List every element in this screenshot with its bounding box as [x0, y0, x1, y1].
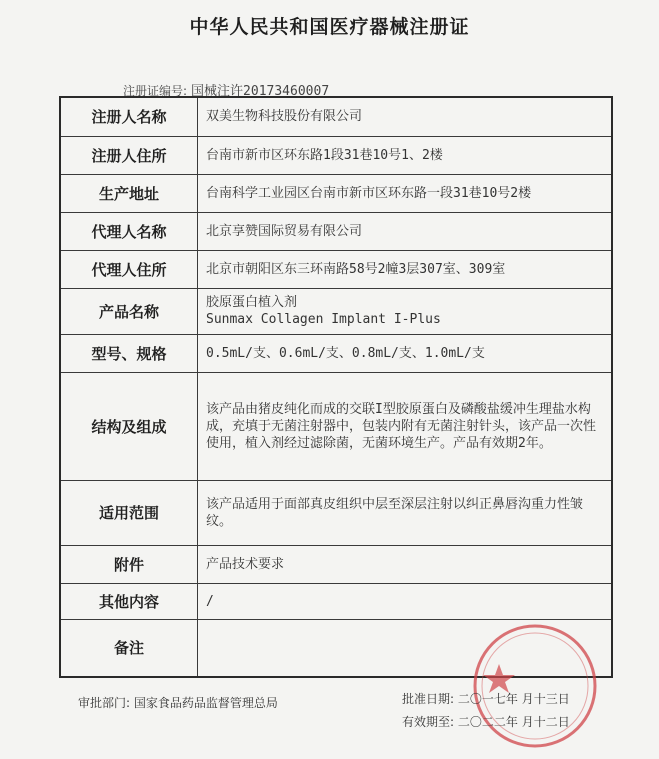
row-value: 北京市朝阳区东三环南路58号2幢3层307室、309室	[198, 250, 613, 288]
row-label: 结构及组成	[60, 372, 198, 480]
authority-value: 国家食品药品监督管理总局	[133, 696, 278, 710]
row-value: 该产品适用于面部真皮组织中层至深层注射以纠正鼻唇沟重力性皱纹。	[198, 480, 613, 545]
row-value: 台南科学工业园区台南市新市区环东路一段31巷10号2楼	[198, 174, 613, 212]
row-value: 北京享赞国际贸易有限公司	[198, 212, 613, 250]
approval-date	[402, 690, 570, 707]
row-label: 型号、规格	[60, 334, 198, 372]
row-label: 备注	[60, 619, 198, 677]
row-label: 适用范围	[60, 480, 198, 545]
table-row	[60, 136, 612, 174]
table-row	[60, 583, 612, 619]
row-label: 注册人名称	[60, 97, 198, 136]
row-value: 0.5mL/支、0.6mL/支、0.8mL/支、1.0mL/支	[198, 334, 613, 372]
row-label: 代理人名称	[60, 212, 198, 250]
table-row	[60, 250, 612, 288]
table-row	[60, 334, 612, 372]
row-label: 产品名称	[60, 288, 198, 334]
table-row	[60, 480, 612, 545]
valid-until-label: 有效期至:	[402, 715, 455, 729]
row-label: 代理人住所	[60, 250, 198, 288]
registration-number-value: 国械注许20173460007	[191, 84, 330, 99]
row-value: 该产品由猪皮纯化而成的交联I型胶原蛋白及磷酸盐缓冲生理盐水构成，充填于无菌注射器中，包装内附有无菌注射针头，该产品一次性使用，植入剂经过滤除菌，无菌环境生产。产品有效期2年。	[198, 372, 613, 480]
valid-until-value: 二〇二二年 月十二日	[457, 715, 570, 729]
authority-label: 审批部门:	[78, 696, 131, 710]
product-name-en: Sunmax Collagen Implant I-Plus	[206, 312, 441, 327]
row-label: 生产地址	[60, 174, 198, 212]
table-row	[60, 212, 612, 250]
row-value: 双美生物科技股份有限公司	[198, 97, 613, 136]
row-value: /	[198, 583, 613, 619]
approval-date-value: 二〇一七年 月十三日	[457, 692, 570, 706]
valid-until	[402, 713, 570, 730]
table-row	[60, 372, 612, 480]
document-title: 中华人民共和国医疗器械注册证	[189, 16, 470, 38]
product-name-cn: 胶原蛋白植入剂	[206, 295, 298, 310]
table-row	[60, 545, 612, 583]
table-row	[60, 174, 612, 212]
approval-authority	[78, 694, 278, 711]
row-value: 产品技术要求	[198, 545, 613, 583]
row-label: 注册人住所	[60, 136, 198, 174]
table-row	[60, 288, 612, 334]
row-label: 附件	[60, 545, 198, 583]
row-value: 台南市新市区环东路1段31巷10号1、2楼	[198, 136, 613, 174]
approval-date-label: 批准日期:	[402, 692, 455, 706]
table-row	[60, 97, 612, 136]
registration-number-label: 注册证编号:	[123, 84, 188, 98]
registration-table	[59, 96, 613, 678]
row-label: 其他内容	[60, 583, 198, 619]
row-value	[198, 288, 613, 334]
